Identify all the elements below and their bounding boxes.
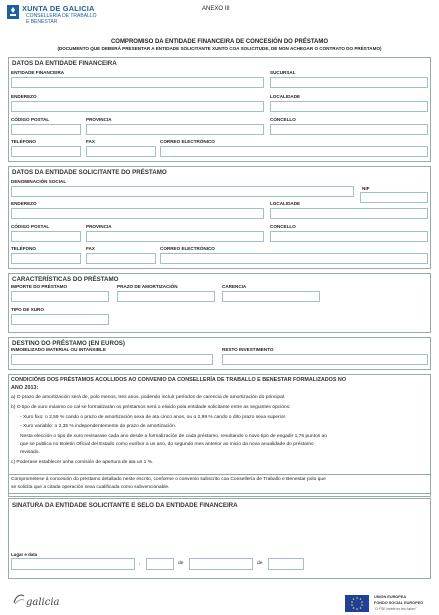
nif-field[interactable]	[360, 192, 428, 203]
enderezo-field[interactable]	[11, 101, 264, 112]
label-carencia: CARENCIA	[222, 284, 247, 289]
provincia-field[interactable]	[86, 124, 264, 135]
label-provincia: PROVINCIA	[86, 224, 112, 229]
condition-b-text1: Nesta elección o tipo de xuro revisarase cada ano desde a formalización de cada préstamo, resultando o novo tipo de engadir 1,75 puntos ao	[20, 434, 327, 439]
importe-field[interactable]	[11, 291, 109, 302]
label-cp: CÓDIGO POSTAL	[11, 117, 50, 122]
localidade-field[interactable]	[270, 208, 428, 219]
label-importe: IMPORTE DO PRÉSTAMO	[11, 284, 68, 289]
condition-b: b) O tipo de xuro máximo co cal se formalizarán os préstamos será o elixido pola entidade solicitante entre as seguintes opcións:	[11, 405, 291, 410]
localidade-field[interactable]	[270, 101, 428, 112]
doc-subtitle: (DOCUMENTO QUE DEBERÁ PRESENTAR A ENTIDADE SOLICITANTE XUNTO COA SOLICITUDE, DE NON ACHEGAR O CONTRATO DO PRÉSTAMO)	[57, 46, 382, 51]
condition-b-variable: - Xuro variable: o 2,35 % independentemente do prazo de amortización.	[20, 424, 177, 429]
fax-field[interactable]	[86, 146, 156, 157]
label-fax: FAX	[86, 246, 95, 251]
label-inmobilizado: INMOBILIZADO MATERIAL OU INTANXIBLE	[11, 347, 106, 352]
galicia-wordmark: galicia	[26, 597, 60, 608]
section-title: DESTINO DO PRÉSTAMO (EN EUROS)	[12, 340, 125, 347]
day-field[interactable]	[146, 558, 174, 570]
correo-field[interactable]	[160, 146, 428, 157]
label-fax: FAX	[86, 139, 95, 144]
label-localidade: LOCALIDADE	[270, 201, 301, 206]
label-resto: RESTO INVESTIMENTO	[222, 347, 274, 352]
section-title: CARACTERÍSTICAS DO PRÉSTAMO	[12, 276, 119, 283]
inmobilizado-field[interactable]	[11, 354, 213, 365]
dept-line1: CONSELLERÍA DE TRABALLO	[26, 13, 97, 19]
commitment-line1: Comprométese á concesión do préstamo detallado neste escrito, conforme o convenio subscrito coa Consellería de Traballo e Benestar polo que	[11, 477, 326, 482]
carencia-field[interactable]	[222, 291, 320, 302]
resto-field[interactable]	[222, 354, 428, 365]
cp-field[interactable]	[11, 124, 81, 135]
condition-b-text3: revisado.	[20, 450, 40, 455]
label-correo: CORREO ELECTRÓNICO	[160, 246, 215, 251]
provincia-field[interactable]	[86, 231, 264, 242]
condition-b-fixed: - Xuro fixo: o 2,59 % cando o prazo de amortización sexa de ata cinco anos, ou o 2,99 % cando o dito prazo sexa superior.	[20, 415, 287, 420]
galicia-logo	[26, 592, 106, 608]
telefono-field[interactable]	[11, 253, 81, 264]
tipo-field[interactable]	[11, 314, 109, 325]
condition-a: a) O prazo de amortización será de, polo menos, tres anos, podendo incluír períodos de carencia de amortización do principal.	[11, 395, 286, 400]
dept-line2: E BENESTAR	[26, 19, 58, 25]
section-title: DATOS DA ENTIDADE FINANCEIRA	[12, 60, 117, 67]
label-place-date: Lugar e data	[11, 552, 38, 557]
label-entidade: ENTIDADE FINANCEIRA	[11, 70, 65, 75]
label-telefono: TELÉFONO	[11, 139, 37, 144]
label-tipo: TIPO DE XURO	[11, 307, 44, 312]
date-comma: ,	[139, 561, 141, 566]
entidade-field[interactable]	[11, 77, 264, 88]
label-concello: CONCELLO	[270, 117, 296, 122]
label-cp: CÓDIGO POSTAL	[11, 224, 50, 229]
prazo-field[interactable]	[117, 291, 215, 302]
year-field[interactable]	[268, 558, 304, 570]
telefono-field[interactable]	[11, 146, 81, 157]
condition-b-text2: que se publica no Boletín Oficial del Estado como euríbor a un ano, do segundo mes anterior ao inicio da nova anualidade do préstamo	[20, 442, 314, 447]
label-correo: CORREO ELECTRÓNICO	[160, 139, 215, 144]
label-enderezo: ENDEREZO	[11, 94, 37, 99]
conditions-title-line1: CONDICIÓNS DOS PRÉSTAMOS ACOLLIDOS AO CONVENIO DA CONSELLERÍA DE TRABALLO E BENESTAR FORMALIZADOS NO	[11, 377, 347, 383]
eu-line2: FONDO SOCIAL EUROPEO	[374, 601, 424, 605]
section-title: DATOS DA ENTIDADE SOLICITANTE DO PRÉSTAMO	[12, 169, 167, 176]
eu-line3: "O FSE invirte no teu futuro"	[374, 607, 417, 611]
org-name: XUNTA DE GALICIA	[22, 4, 95, 13]
label-localidade: LOCALIDADE	[270, 94, 301, 99]
galicia-swoosh-icon	[12, 592, 26, 606]
xunta-logo	[7, 5, 19, 19]
commitment-line2: se solicita que a citada operación sexa cualificada como subvencionable.	[11, 485, 170, 490]
eu-line1: UNIÓN EUROPEA	[374, 595, 407, 599]
label-provincia: PROVINCIA	[86, 117, 112, 122]
enderezo-field[interactable]	[11, 208, 264, 219]
correo-field[interactable]	[160, 253, 428, 264]
section-title: SINATURA DA ENTIDADE SOLICITANTE E SELO DA ENTIDADE FINANCEIRA	[12, 502, 238, 509]
denominacion-field[interactable]	[11, 186, 354, 197]
date-de2: de	[257, 561, 263, 566]
sucursal-field[interactable]	[270, 77, 428, 88]
concello-field[interactable]	[270, 124, 428, 135]
label-enderezo: ENDEREZO	[11, 201, 37, 206]
month-field[interactable]	[189, 558, 253, 570]
date-de1: de	[178, 561, 184, 566]
condition-c: c) Poderase establecer unha comisión de apertura de ata un 1 %.	[11, 460, 154, 465]
place-field[interactable]	[11, 558, 135, 570]
doc-title: COMPROMISO DA ENTIDADE FINANCEIRA DE CONCESIÓN DO PRÉSTAMO	[110, 39, 329, 45]
label-telefono: TELÉFONO	[11, 246, 37, 251]
label-prazo: PRAZO DE AMORTIZACIÓN	[117, 284, 178, 289]
cp-field[interactable]	[11, 231, 81, 242]
annex-label: ANEXO III	[202, 6, 230, 12]
fax-field[interactable]	[86, 253, 156, 264]
label-sucursal: SUCURSAL	[270, 70, 296, 75]
concello-field[interactable]	[270, 231, 428, 242]
label-nif: NIF	[362, 186, 370, 191]
label-denominacion: DENOMINACIÓN SOCIAL	[11, 179, 67, 184]
label-concello: CONCELLO	[270, 224, 296, 229]
eu-flag-icon	[345, 595, 369, 612]
conditions-title-line2: ANO 2013:	[11, 385, 39, 391]
